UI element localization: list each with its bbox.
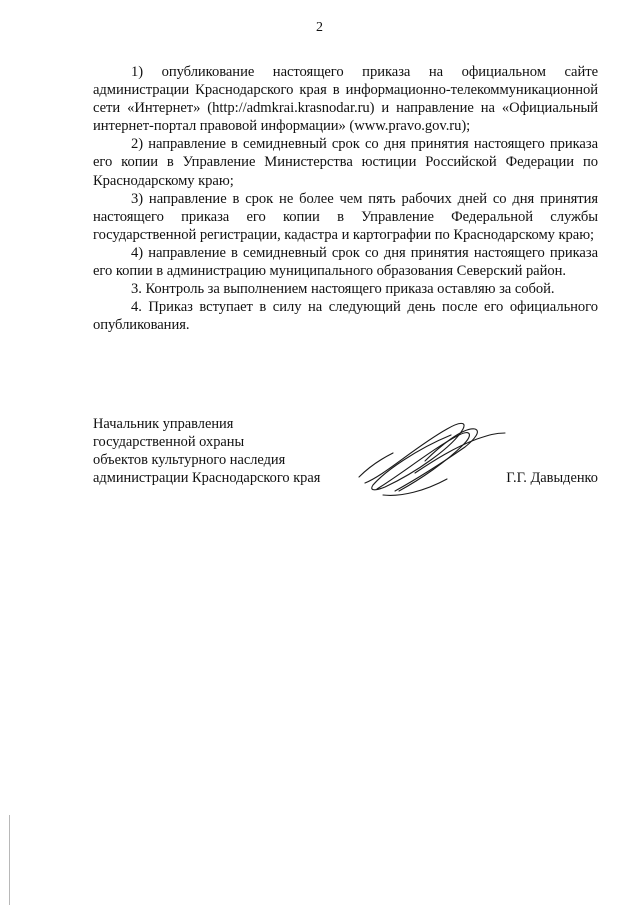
signature-stroke <box>377 433 469 491</box>
scan-margin-line <box>9 815 10 905</box>
paragraph-item-4: 4) направление в семидневный срок со дня принятия настоящего приказа его копии в администрацию муниципального образования Северский район. <box>93 244 598 280</box>
signatory-title <box>93 415 320 487</box>
signatory-title-line: администрации Краснодарского края <box>93 470 321 487</box>
paragraph-item-3: 3) направление в срок не более чем пять рабочих дней со дня принятия настоящего приказа его копии в Управление Федеральной службы государственной регистрации, кадастра и картографии по Краснодарскому краю; <box>93 190 598 243</box>
paragraph-effective-date: 4. Приказ вступает в силу на следующий день после его официального опубликования. <box>93 299 598 334</box>
paragraph-control: 3. Контроль за выполнением настоящего приказа оставляю за собой. <box>131 281 555 298</box>
document-body <box>93 63 598 334</box>
handwritten-signature <box>355 417 515 499</box>
signatory-title-line: объектов культурного наследия <box>93 452 286 469</box>
signature-stroke <box>415 433 505 473</box>
page-number: 2 <box>316 20 323 35</box>
signature-block <box>93 415 598 495</box>
signatory-title-line: Начальник управления <box>93 416 234 432</box>
signatory-name: Г.Г. Давыденко <box>506 470 598 486</box>
signatory-title-line: государственной охраны <box>93 434 245 451</box>
paragraph-item-1: 1) опубликование настоящего приказа на официальном сайте администрации Краснодарского края в информационно-телекоммуникационной сети «Интернет» (http://admkrai.krasnodar.ru) и направление на «Официальный интернет-портал правовой информации» (www.pravo.gov.ru); <box>93 64 598 135</box>
paragraph-item-2: 2) направление в семидневный срок со дня принятия настоящего приказа его копии в Управление Министерства юстиции Российской Федерации по Краснодарскому краю; <box>93 136 598 189</box>
signature-stroke <box>359 453 393 477</box>
